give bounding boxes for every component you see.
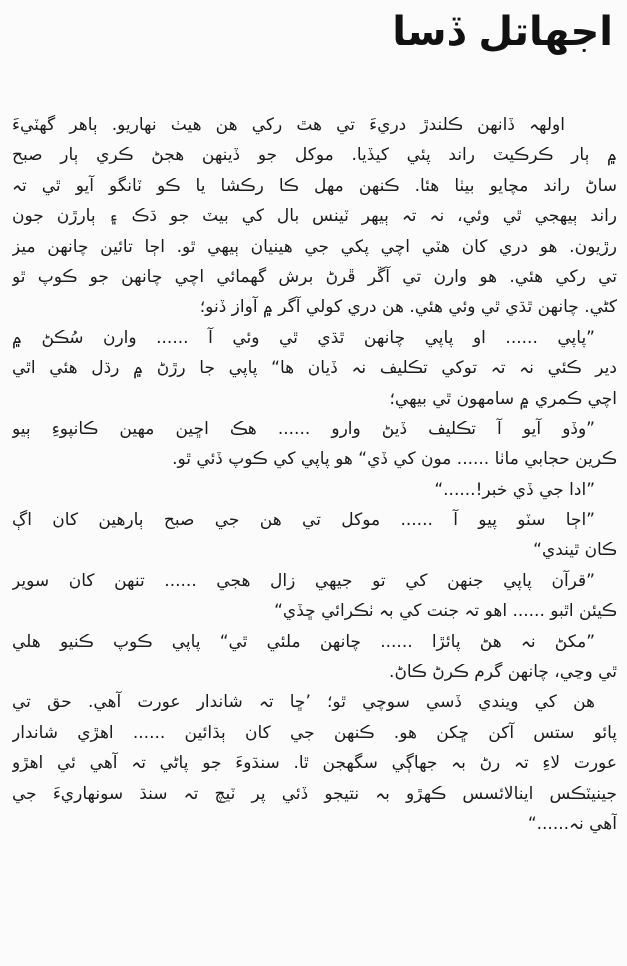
text-line: ٿي وڃي، چانهن گرم ڪرڻ ڪاڻ. [389, 662, 617, 683]
text-line: ڪيئن اٿبو ...... اهو تہ جنت کي بہ ٺڪرائي ڇڏي“ [274, 601, 617, 622]
text-line: اچي ڪمري ۾ سامهون ٿي بيهي؛ [389, 388, 617, 409]
text-line: ڪان ٿيندي“ [533, 540, 617, 561]
text-line: اولهہ ڏانهن ڪلندڙ دريءَ تي هٿ رکي هن هيٺ نهاريو. ٻاهر گهٽيءَ [12, 115, 565, 135]
text-line: راند ٻيهجي ٿي وئي، نہ تہ ٻيهر ٽينس بال کي بيٽ جو ڌڪ ۽ ٻارڙن جون [12, 206, 617, 227]
text-line: آهي نہ......“ [527, 813, 617, 834]
text-line: کڻي. چانهن ٿڌي ٿي وئي هئي. هن دري کولي آگر ۾ آواز ڏنو؛ [199, 297, 617, 318]
text-line: عورت لاءِ تہ رڻ بہ جهاڳي سگهجن ٿا. سنڌوءَ جو پاڻي تہ آهي ئي اهڙو [12, 753, 617, 774]
text-line: ۾ ٻار ڪرڪيٽ راند پئي کيڏيا. موکل جو ڏينهن هجڻ ڪري ٻار صبح [12, 145, 617, 166]
text-line: جينيٽڪس اينالائسس ڪهڙو بہ نتيجو ڏئي پر ٽيچ تہ سنڌ سونهاريءَ جي [12, 783, 617, 804]
text-line: ”ادا جي ڏي خبر!......“ [434, 479, 595, 500]
text-line: دير ڪئي نہ تہ توکي تڪليف نہ ڏيان ها“ پاپي جا رڙڻ ۾ رڌل هئي اٿي [12, 358, 617, 379]
text-line: ”پاپي ...... او پاپي چانهن ٿڌي ٿي وئي آ ...... وارن سُڪڻ ۾ [12, 327, 595, 348]
text-line: ”وڏو آيو آ تڪليف ڏيڻ وارو ...... هڪ اڇين مهين ڪانپوءِ ٻيو [12, 418, 595, 439]
body-text [12, 110, 617, 839]
text-line: تي رکي هئي. هو وارن تي آڱر ڦرڻ برش گهمائي اچي چانهن جو ڪوپ ٿو [12, 266, 617, 287]
text-line: ڪرين حجابي ماٺا ...... مون کي ڏي“ هو پاپي کي ڪوپ ڏئي ٿو. [172, 449, 617, 470]
text-line: ”اڄا سٽو پيو آ ...... موکل تي هن جي صبح ٻارهين کان اڳ [12, 510, 595, 531]
text-line: رڙيون. هو دري کان هٽي اچي پکي جي هينيان ٻيهي ٿو. اڄا تائين چانهن ميز [12, 236, 617, 257]
text-line: ”مکڻ نہ هڻ پائڙا ...... چانهن ملئي ٿي“ پاپي ڪوپ ڪنيو هلي [12, 631, 595, 652]
text-line: پائو ستس آکن ڇکن هو. ڪنهن جي کان ٻڌائين ...... اهڙي شاندار [12, 722, 617, 743]
page-title: اجهاتل ڏسا [392, 9, 613, 55]
text-line: هن کي ويندي ڏسي سوچي ٿو؛ ’ڇا تہ شاندار عورت آهي. حق تي [12, 692, 595, 713]
text-line: ساڻ راند مچايو بيٺا هئا. ڪنهن مهل ڪا رڪشا يا ڪو ٽانگو آيو ٿي تہ [12, 175, 617, 196]
text-line: ”قرآن پاپي جنهن کي تو جيهي زال هجي ...... تنهن کان سوير [12, 570, 595, 591]
